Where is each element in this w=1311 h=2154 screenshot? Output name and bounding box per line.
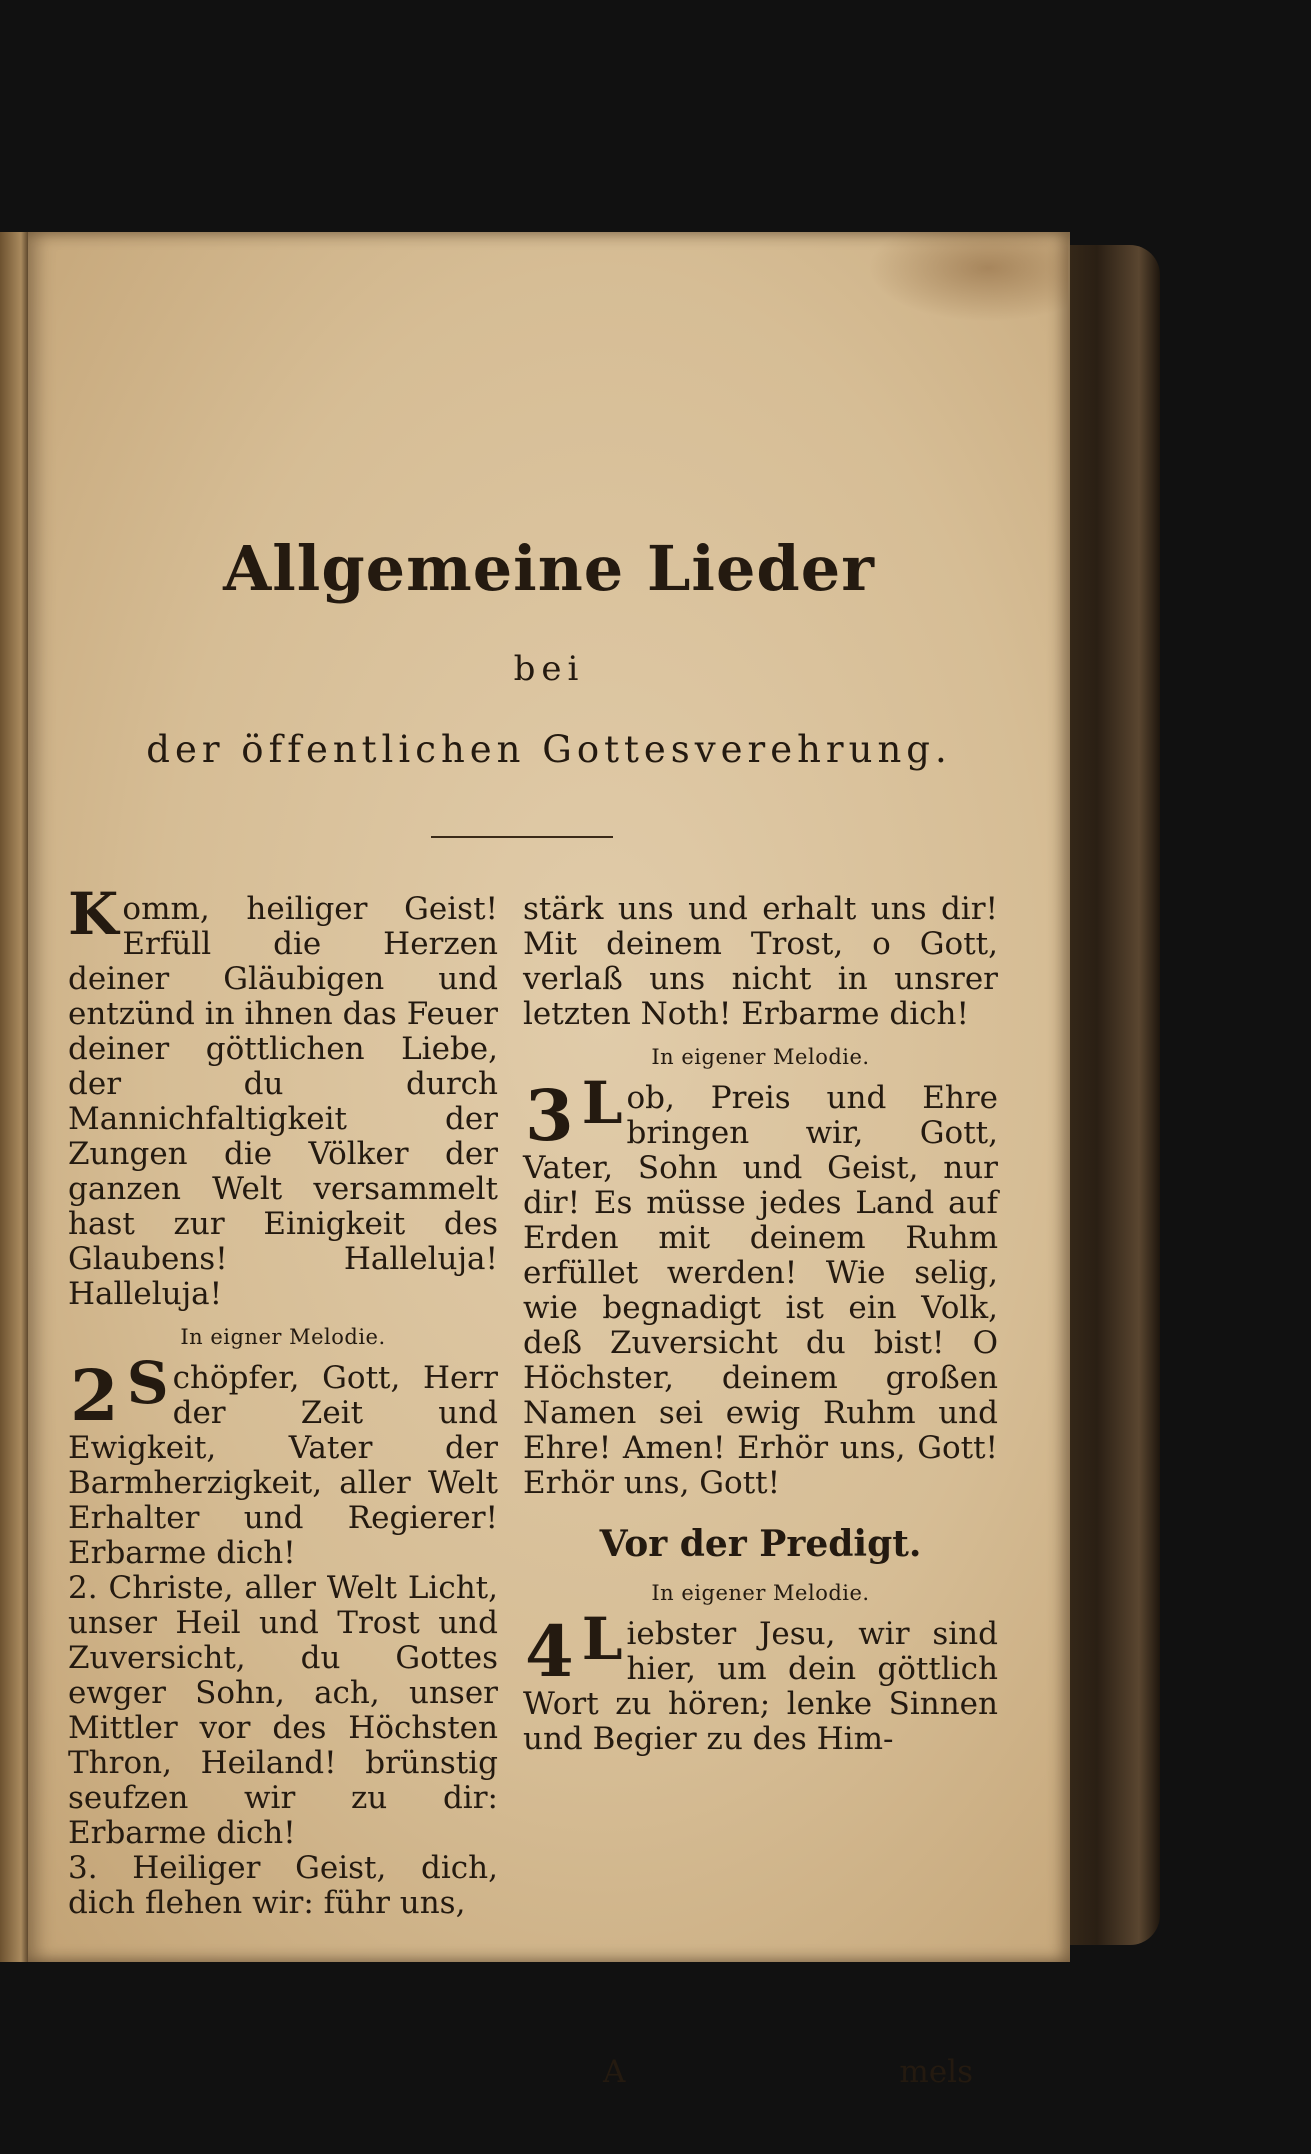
melody-note-3: In eigener Melodie. [651,1581,870,1605]
right-column [523,892,998,1757]
hymn-2 [68,1349,498,1571]
hymn-3-text: ob, Preis und Ehre bringen wir, Gott, Vater, Sohn und Geist, nur dir! Es müsse jedes Land auf Erden mit deinem Ruhm erfüllet werden! Wie selig, wie begnadigt ist ein Volk, deß Zuversicht du bist! O Höchster, deinem großen Namen sei ewig Ruhm und Ehre! Amen! Erhör uns, Gott! Erhör uns, Gott! [523,1080,998,1501]
melody-note-2: In eigener Melodie. [651,1045,870,1069]
hymn-1-text: omm, heiliger Geist! Erfüll die Herzen deiner Gläubigen und entzünd in ihnen das Feuer deiner göttlichen Liebe, der du durch Mannichfaltigkeit der Zungen die Völker der ganzen Welt versammelt hast zur Einigkeit des Glaubens! Halleluja! Halleluja! [68,891,498,1312]
hymn-2-verse-2: 2. Christe, aller Welt Licht, unser Heil und Trost und Zuversicht, du Gottes ewger Sohn, ach, unser Mittler vor des Höchsten Thron, Heiland! brünstig seufzen wir zu dir: Erbarme dich! [68,1570,498,1851]
hymn-3-number: 3 [525,1074,574,1157]
subtitle-main: der öffentlichen Gottesverehrung. [146,728,952,771]
subtitle-bei: bei [513,649,585,689]
hymn-1-dropcap: K [68,880,119,948]
hymn-4 [523,1605,998,1757]
book-edge [1055,245,1160,1945]
melody-note-1: In eigner Melodie. [180,1325,386,1349]
hymn-1 [68,880,498,1312]
hymn-2-continuation: stärk uns und erhalt uns dir! Mit deinem Trost, o Gott, verlaß uns nicht in unsrer letzten Noth! Erbarme dich! [523,891,998,1032]
hymn-4-text: iebster Jesu, wir sind hier, um dein göttlich Wort zu hören; lenke Sinnen und Begier zu des Him- [523,1616,998,1757]
book-page [28,232,1070,2090]
hymn-3 [523,1069,998,1501]
hymn-4-number: 4 [525,1610,574,1693]
section-heading: Vor der Predigt. [599,1523,922,1565]
hymn-3-dropcap: L [581,1069,623,1137]
hymn-4-dropcap: L [581,1605,623,1673]
page-stain [868,232,1068,322]
hymn-2-text: chöpfer, Gott, Herr der Zeit und Ewigkeit, Vater der Barmherzigkeit, aller Welt Erhalter und Regierer! Erbarme dich! [68,1360,498,1571]
divider-rule [431,836,613,838]
hymn-2-number: 2 [70,1354,119,1437]
left-column [68,880,498,1921]
page-title: Allgemeine Lieder [223,532,875,605]
hymn-2-verse-3: 3. Heiliger Geist, dich, dich flehen wir: führ uns, [68,1850,498,1921]
catchword: mels [899,2054,973,2090]
signature-mark: A [603,2054,626,2090]
left-page-edge [0,232,30,1962]
hymn-2-dropcap: S [126,1349,169,1417]
